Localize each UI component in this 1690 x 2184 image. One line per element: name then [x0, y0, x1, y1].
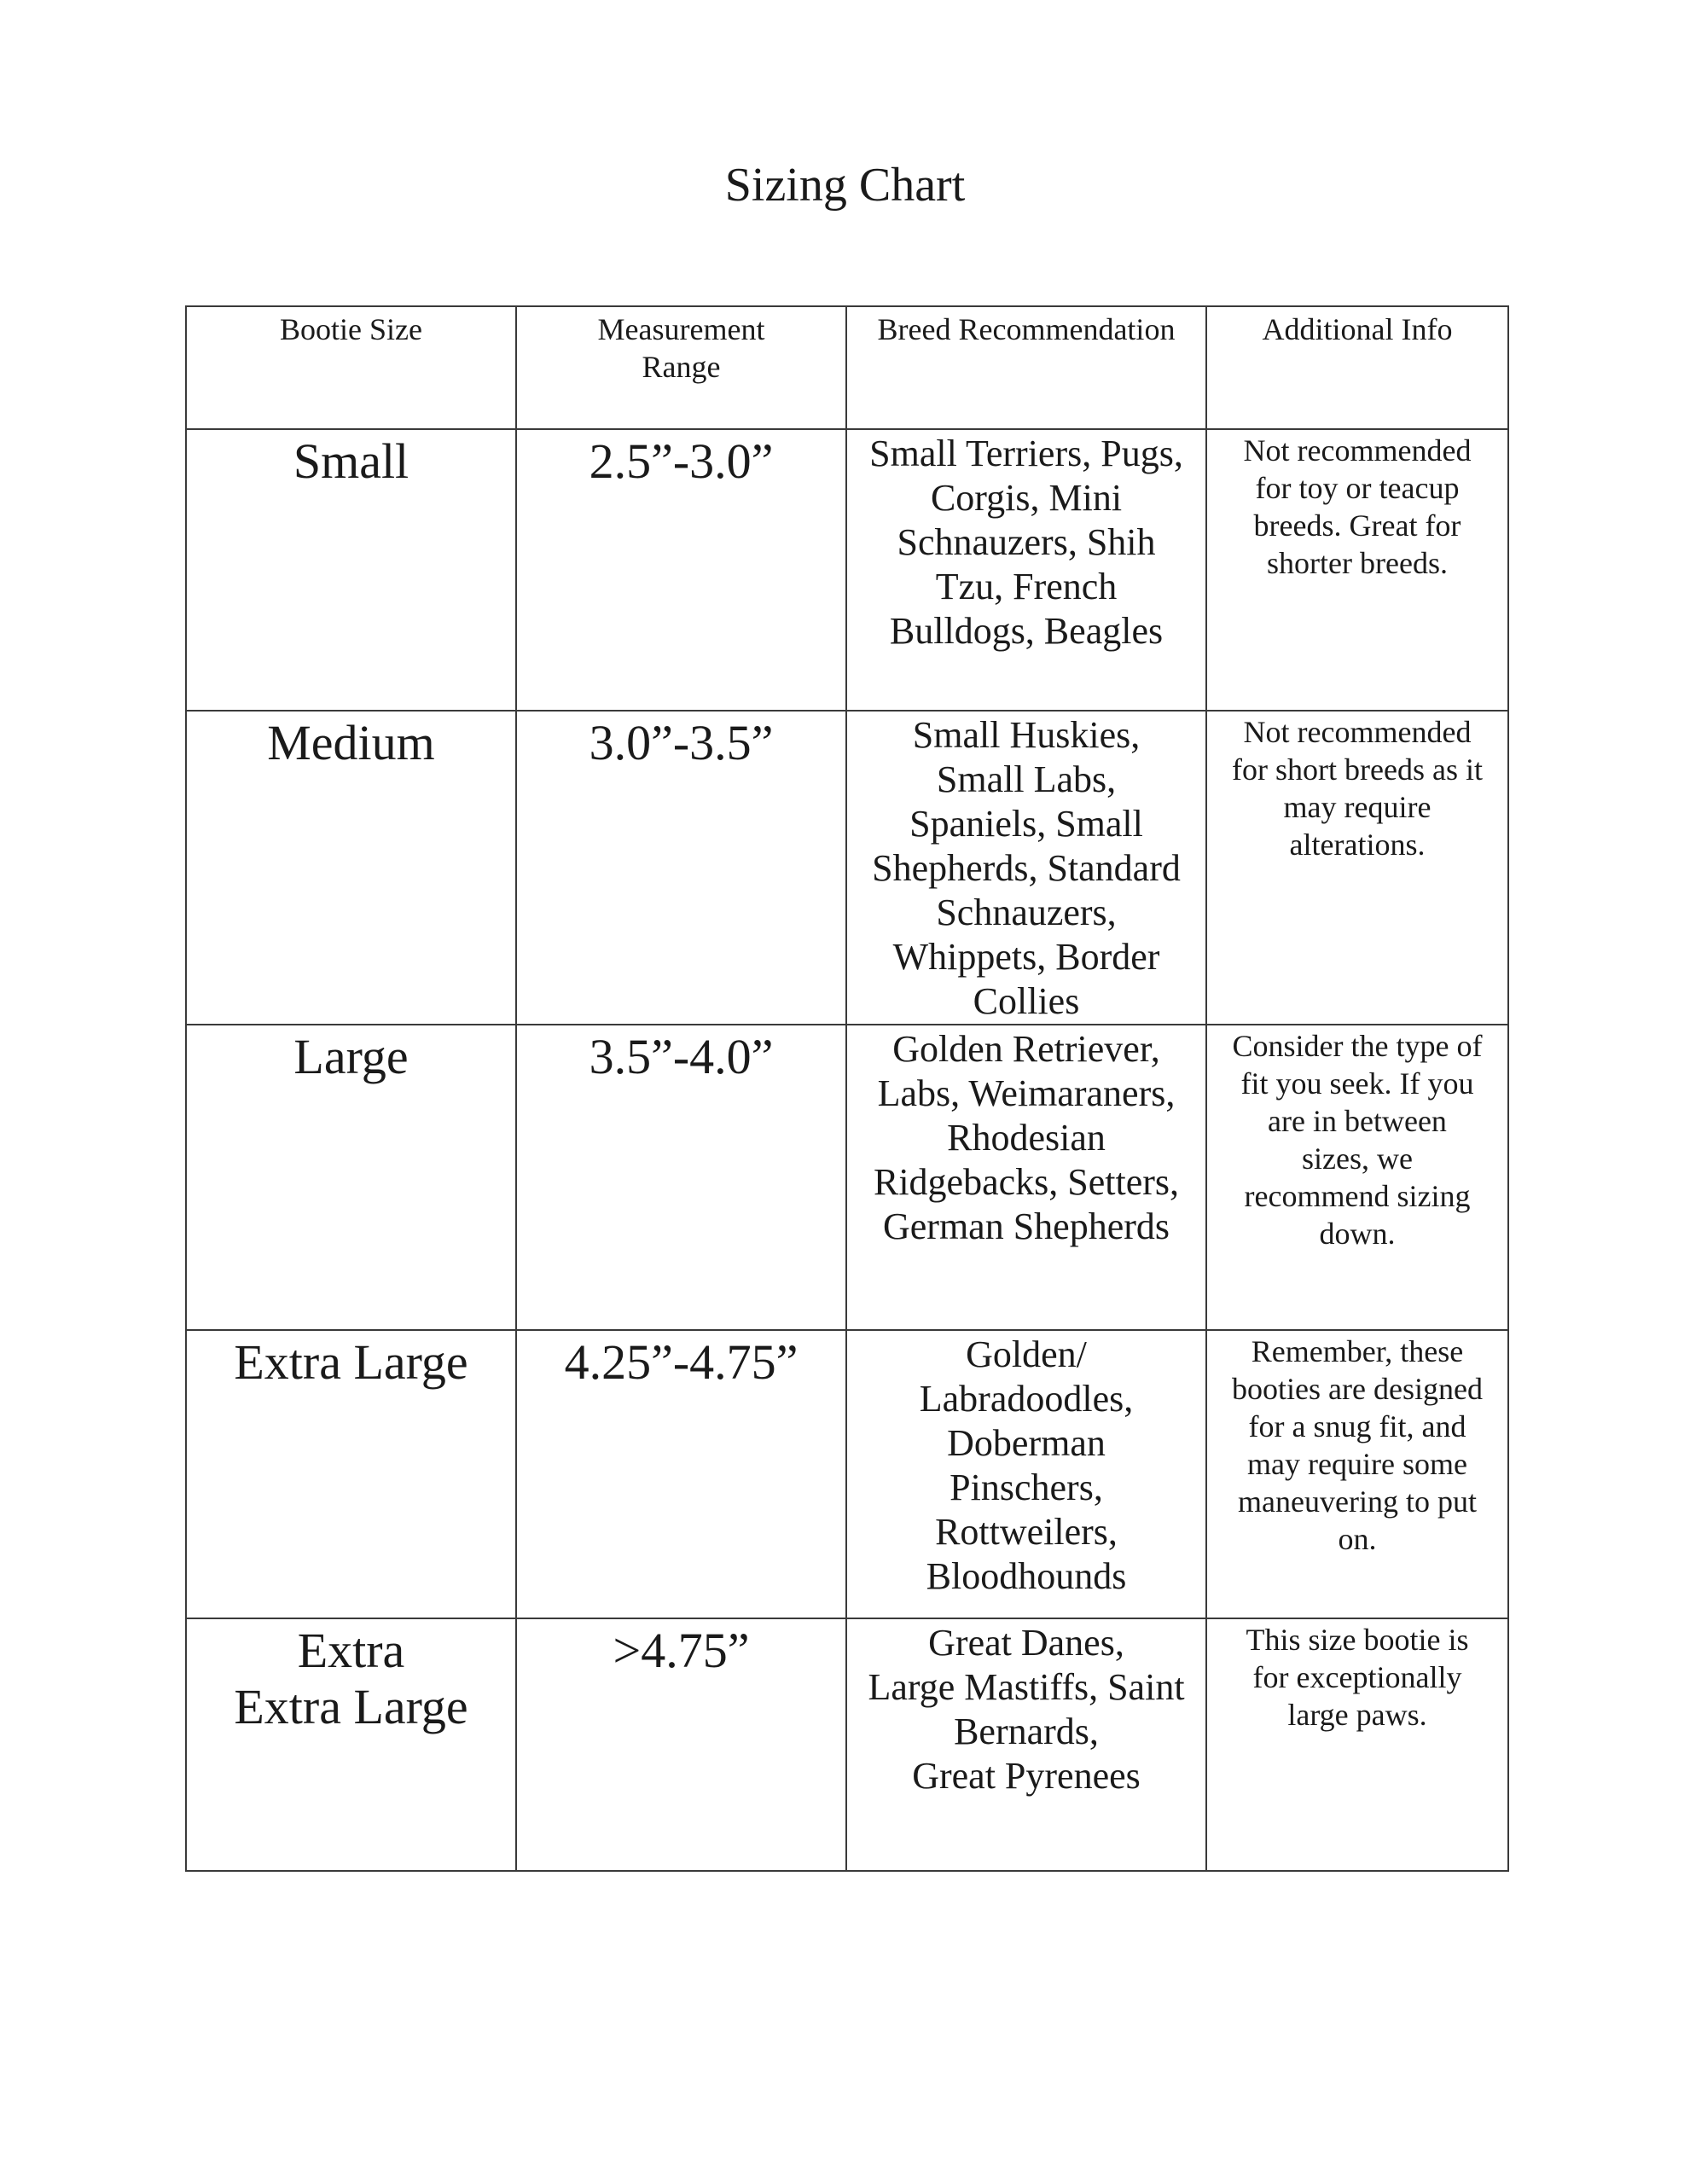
additional-info: Not recommended for short breeds as it may require alterations. — [1232, 715, 1483, 862]
header-additional-info: Additional Info — [1262, 312, 1453, 346]
table-row — [186, 429, 1508, 711]
table-row — [186, 1330, 1508, 1618]
table-row — [186, 711, 1508, 1025]
sizing-table — [185, 305, 1509, 1872]
additional-info: This size bootie is for exceptionally large paws. — [1246, 1623, 1469, 1732]
measurement-range: 3.0”-3.5” — [589, 715, 774, 770]
breed-cell — [846, 711, 1206, 1025]
breed-cell — [846, 429, 1206, 711]
measurement-cell — [516, 429, 846, 711]
size-cell — [186, 429, 516, 711]
info-cell — [1206, 1025, 1508, 1330]
measurement-range: 3.5”-4.0” — [589, 1029, 774, 1084]
additional-info: Remember, these booties are designed for a snug fit, and may require some maneuvering to put on. — [1232, 1334, 1483, 1556]
breed-cell — [846, 1618, 1206, 1871]
size-name: Extra Extra Large — [234, 1623, 468, 1734]
measurement-range: 2.5”-3.0” — [589, 433, 774, 489]
additional-info: Not recommended for toy or teacup breeds. Great for shorter breeds. — [1243, 433, 1472, 580]
breed-recommendation: Golden/ Labradoodles, Doberman Pinschers, Rottweilers, Bloodhounds — [919, 1333, 1134, 1597]
additional-info: Consider the type of fit you seek. If you are in between sizes, we recommend sizing down. — [1232, 1029, 1483, 1251]
header-cell-breed-recommendation — [846, 306, 1206, 429]
header-cell-measurement-range — [516, 306, 846, 429]
size-cell — [186, 1618, 516, 1871]
header-breed-recommendation: Breed Recommendation — [877, 312, 1176, 346]
table-row — [186, 1618, 1508, 1871]
breed-recommendation: Small Terriers, Pugs, Corgis, Mini Schnauzers, Shih Tzu, French Bulldogs, Beagles — [869, 433, 1183, 652]
size-name: Extra Large — [234, 1334, 468, 1390]
header-cell-bootie-size — [186, 306, 516, 429]
breed-recommendation: Small Huskies, Small Labs, Spaniels, Small Shepherds, Standard Schnauzers, Whippets, Border Collies — [872, 714, 1181, 1022]
info-cell — [1206, 711, 1508, 1025]
size-name: Large — [293, 1029, 409, 1084]
header-measurement-range: Measurement Range — [597, 312, 765, 384]
table-row — [186, 1025, 1508, 1330]
measurement-cell — [516, 1025, 846, 1330]
size-name: Medium — [267, 715, 435, 770]
breed-recommendation: Golden Retriever, Labs, Weimaraners, Rhodesian Ridgebacks, Setters, German Shepherds — [873, 1028, 1180, 1247]
measurement-cell — [516, 1330, 846, 1618]
header-bootie-size: Bootie Size — [280, 312, 422, 346]
breed-recommendation: Great Danes, Large Mastiffs, Saint Bernards, Great Pyrenees — [868, 1622, 1185, 1797]
table-header-row — [186, 306, 1508, 429]
breed-cell — [846, 1330, 1206, 1618]
info-cell — [1206, 1330, 1508, 1618]
info-cell — [1206, 429, 1508, 711]
measurement-range: >4.75” — [613, 1623, 750, 1678]
size-cell — [186, 711, 516, 1025]
size-name: Small — [293, 433, 409, 489]
size-cell — [186, 1025, 516, 1330]
measurement-cell — [516, 1618, 846, 1871]
page-title: Sizing Chart — [724, 159, 966, 212]
size-cell — [186, 1330, 516, 1618]
measurement-cell — [516, 711, 846, 1025]
header-cell-additional-info — [1206, 306, 1508, 429]
breed-cell — [846, 1025, 1206, 1330]
info-cell — [1206, 1618, 1508, 1871]
measurement-range: 4.25”-4.75” — [564, 1334, 799, 1390]
